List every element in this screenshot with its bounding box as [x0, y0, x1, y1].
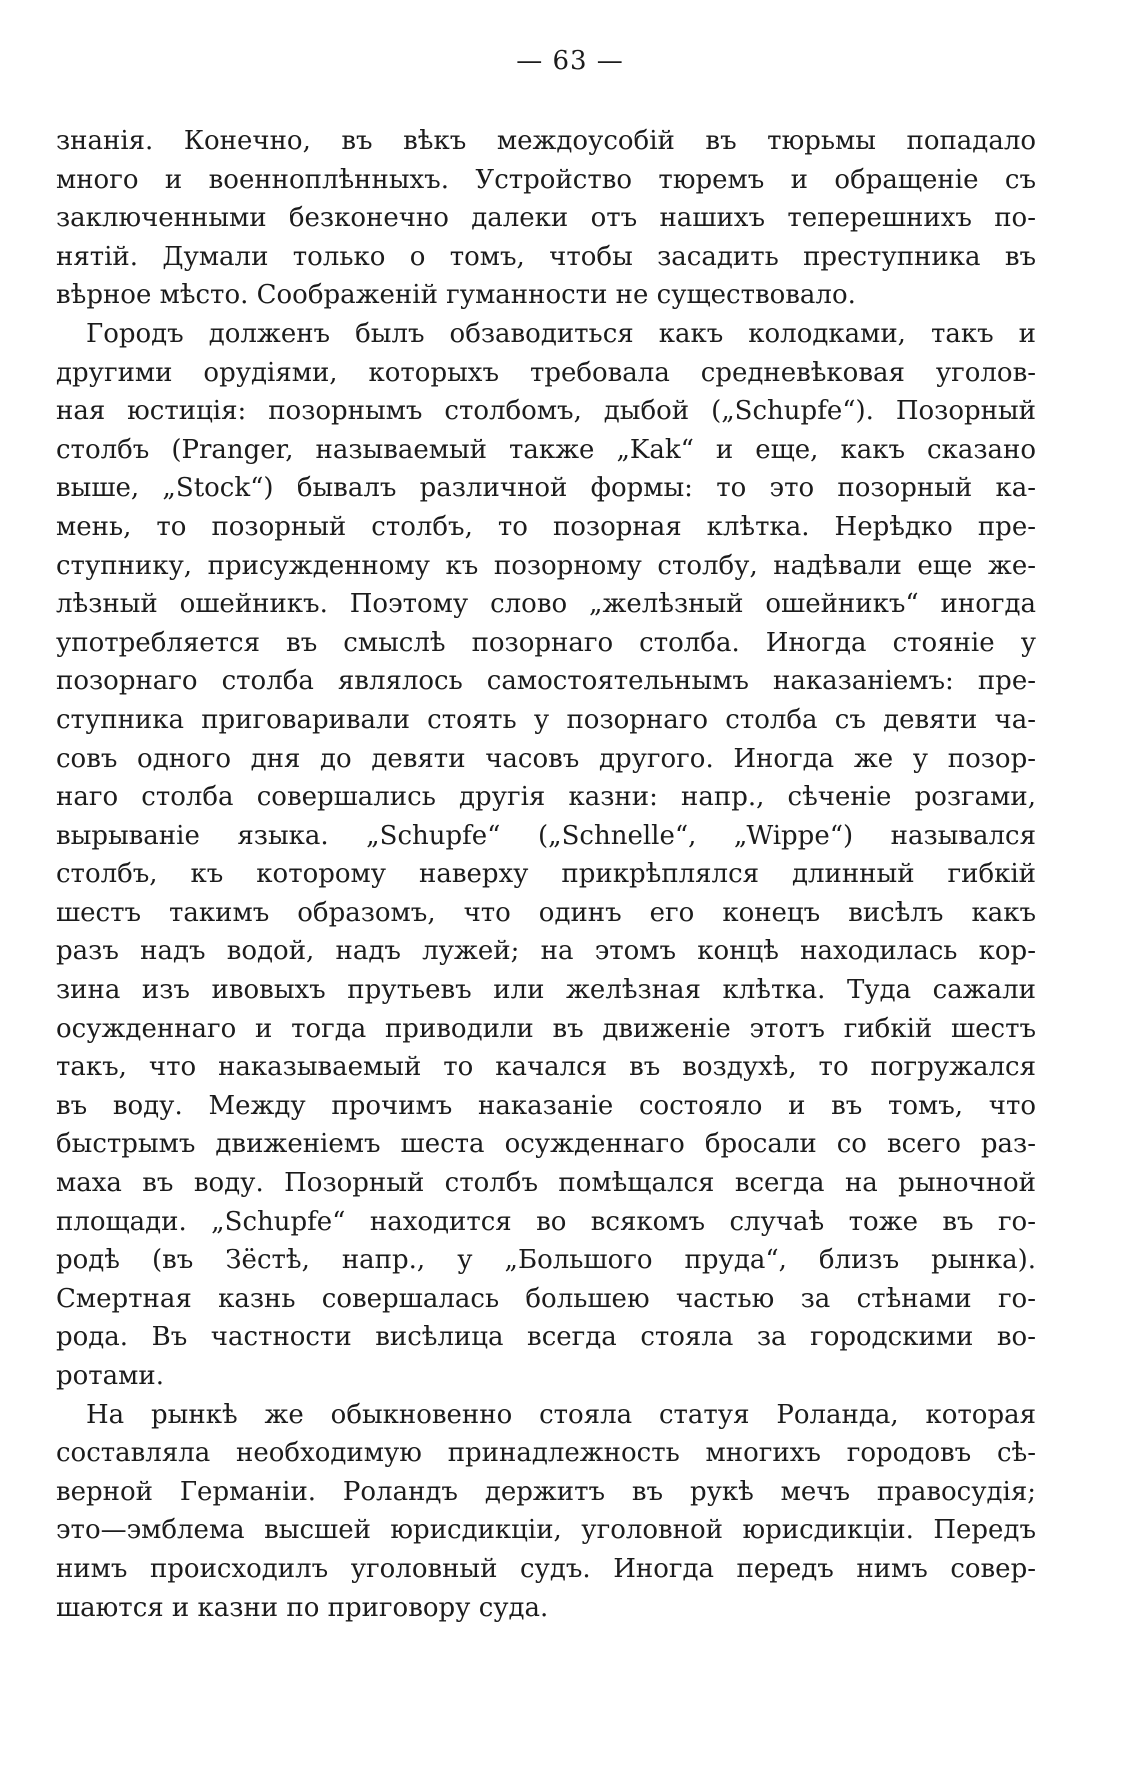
- text-line: На рынкѣ же обыкновенно стояла статуя Роланда, которая: [86, 1399, 1036, 1430]
- text-line: заключенными безконечно далеки отъ нашихъ теперешнихъ по-: [56, 203, 1036, 234]
- text-line: въ воду. Между прочимъ наказаніе состояло и въ томъ, что: [56, 1090, 1036, 1121]
- text-line: верной Германіи. Роландъ держитъ въ рукѣ мечъ правосудія;: [56, 1476, 1036, 1507]
- text-line: маха въ воду. Позорный столбъ помѣщался всегда на рыночной: [56, 1168, 1036, 1199]
- text-line: много и военноплѣнныхъ. Устройство тюремъ и обращеніе съ: [56, 164, 1036, 195]
- text-line: мень, то позорный столбъ, то позорная клѣтка. Нерѣдко пре-: [56, 511, 1036, 542]
- text-line: рода. Въ частности висѣлица всегда стояла за городскими во-: [56, 1322, 1036, 1353]
- text-line: лѣзный ошейникъ. Поэтому слово „желѣзный ошейникъ“ иногда: [56, 589, 1036, 620]
- text-line: вѣрное мѣсто. Соображеній гуманности не существовало.: [56, 280, 856, 311]
- text-line: ротами.: [56, 1361, 164, 1391]
- page-number: — 63 —: [516, 46, 624, 76]
- text-line: осужденнаго и тогда приводили въ движеніе этотъ гибкій шестъ: [56, 1013, 1036, 1044]
- text-line: нимъ происходилъ уголовный судъ. Иногда передъ нимъ совер-: [56, 1553, 1036, 1584]
- text-line: совъ одного дня до девяти часовъ другого. Иногда же у позор-: [56, 743, 1036, 774]
- text-line: вырываніе языка. „Schupfe“ („Schnelle“, „Wippe“) назывался: [56, 820, 1036, 851]
- text-line: позорнаго столба являлось самостоятельнымъ наказаніемъ: пре-: [56, 666, 1036, 697]
- text-line: столбъ, къ которому наверху прикрѣплялся длинный гибкій: [56, 859, 1036, 890]
- text-line: Смертная казнь совершалась большею частью за стѣнами го-: [56, 1283, 1036, 1314]
- text-line: быстрымъ движеніемъ шеста осужденнаго бросали со всего раз-: [56, 1129, 1036, 1160]
- text-line: такъ, что наказываемый то качался въ воздухѣ, то погружался: [56, 1052, 1036, 1083]
- text-line: наго столба совершались другія казни: напр., сѣченіе розгами,: [56, 782, 1036, 813]
- text-line: знанія. Конечно, въ вѣкъ междоусобій въ тюрьмы попадало: [56, 126, 1036, 156]
- text-line: составляла необходимую принадлежность многихъ городовъ сѣ-: [56, 1438, 1036, 1469]
- text-line: ная юстиція: позорнымъ столбомъ, дыбой („Schupfe“). Позорный: [56, 396, 1036, 427]
- paragraph-1: [56, 122, 1036, 315]
- text-line: столбъ (Pranger, называемый также „Kak“ и еще, какъ сказано: [56, 434, 1036, 465]
- text-line: употребляется въ смыслѣ позорнаго столба. Иногда стояніе у: [56, 627, 1036, 658]
- text-line: нятій. Думали только о томъ, чтобы засадить преступника въ: [56, 241, 1036, 272]
- text-line: это—эмблема высшей юрисдикціи, уголовной юрисдикціи. Передъ: [56, 1515, 1036, 1546]
- text-line: Городъ долженъ былъ обзаводиться какъ колодками, такъ и: [86, 318, 1036, 349]
- text-line: шаются и казни по приговору суда.: [56, 1592, 549, 1623]
- text-line: родѣ (въ Зёстѣ, напр., у „Большого пруда“, близъ рынка).: [56, 1245, 1036, 1276]
- text-line: выше, „Stock“) бывалъ различной формы: то это позорный ка-: [56, 473, 1036, 504]
- text-line: ступника приговаривали стоять у позорнаго столба съ девяти ча-: [56, 704, 1036, 735]
- text-line: ступнику, присужденному къ позорному столбу, надѣвали еще же-: [56, 550, 1036, 581]
- text-line: площади. „Schupfe“ находится во всякомъ случаѣ тоже въ го-: [56, 1206, 1036, 1237]
- text-line: разъ надъ водой, надъ лужей; на этомъ концѣ находилась кор-: [56, 936, 1036, 967]
- paragraph-2: [56, 315, 1036, 1396]
- text-line: шестъ такимъ образомъ, что одинъ его конецъ висѣлъ какъ: [56, 897, 1036, 928]
- text-line: другими орудіями, которыхъ требовала средневѣковая уголов-: [56, 357, 1036, 388]
- text-line: зина изъ ивовыхъ прутьевъ или желѣзная клѣтка. Туда сажали: [56, 975, 1036, 1006]
- paragraph-3: [56, 1396, 1036, 1628]
- body-text: [56, 122, 1036, 1627]
